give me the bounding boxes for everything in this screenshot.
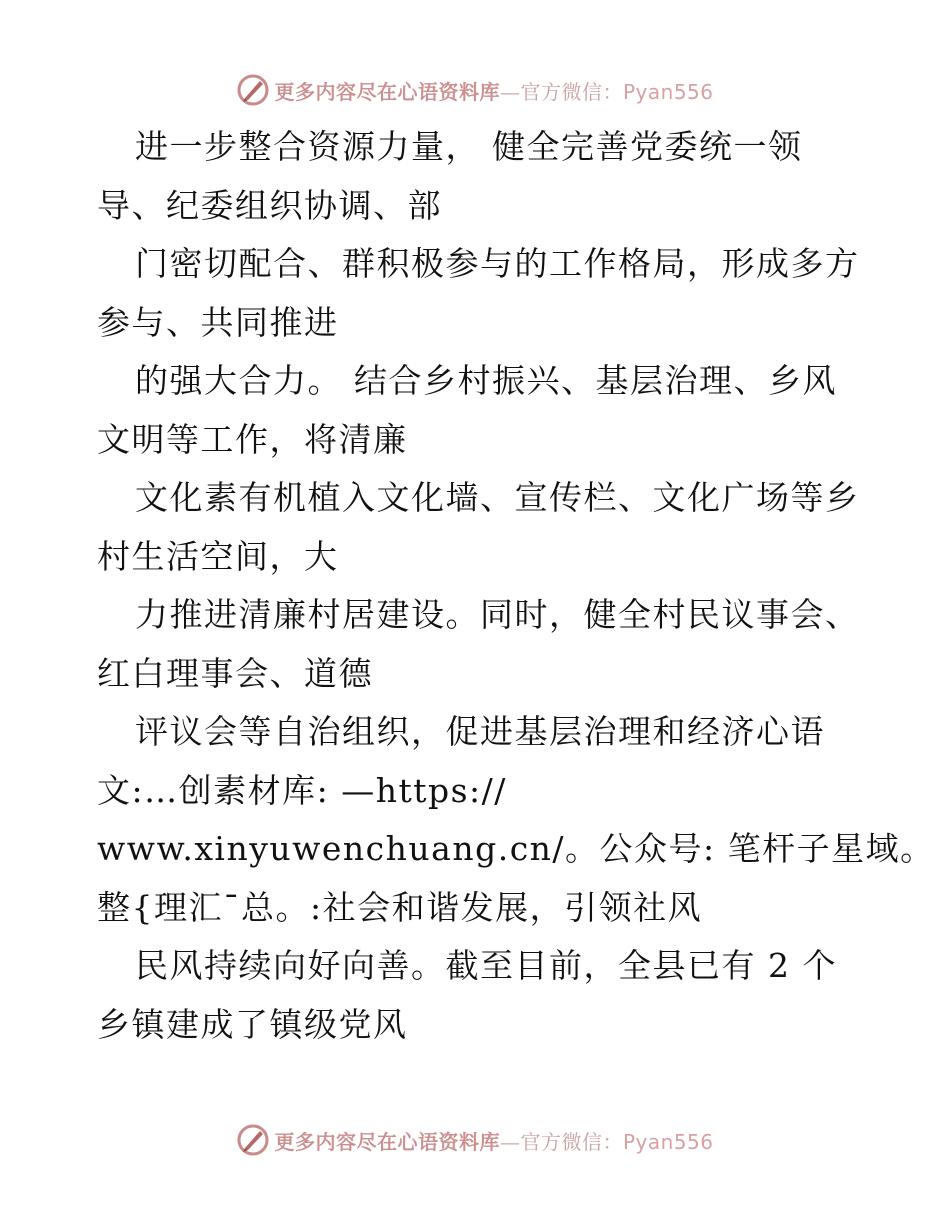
text-line: 进一步整合资源力量， 健全完善党委统一领 — [135, 127, 803, 166]
text-line: 文化素有机植入文化墙、宣传栏、文化广场等乡 — [135, 478, 860, 517]
text-line: 红白理事会、道德 — [97, 653, 373, 693]
header-wechat-id: Pyan556 — [622, 79, 714, 104]
text-line: www.xinyuwenchuang.cn/。公众号: 笔杆子星域。 — [97, 829, 935, 868]
quill-logo-icon — [236, 73, 270, 107]
footer-banner-text — [274, 1126, 713, 1155]
page-footer-banner — [0, 1120, 950, 1160]
header-contact-label: 官方微信： — [520, 79, 623, 104]
footer-separator: — — [499, 1129, 521, 1154]
text-line: 整{理汇¯总。:社会和谐发展，引领社风 — [97, 887, 703, 927]
text-line: 力推进清廉村居建设。同时，健全村民议事会、 — [135, 595, 860, 634]
header-banner-text — [274, 76, 713, 105]
quill-logo-icon — [236, 1123, 270, 1157]
text-line: 村生活空间，大 — [97, 536, 339, 576]
text-line: 门密切配合、群积极参与的工作格局，形成多方 — [135, 244, 860, 283]
footer-wechat-id: Pyan556 — [622, 1129, 714, 1154]
text-line: 乡镇建成了镇级党风 — [97, 1004, 408, 1044]
text-line: 文:…创素材库: —https:// — [97, 770, 507, 810]
text-line: 文明等工作，将清廉 — [97, 419, 408, 459]
header-brand: 更多内容尽在心语资料库 — [274, 79, 500, 104]
footer-contact-label: 官方微信： — [520, 1129, 623, 1154]
document-body — [97, 118, 935, 1054]
text-line: 导、纪委组织协调、部 — [97, 185, 442, 225]
page-header-banner — [0, 70, 950, 110]
text-line: 参与、共同推进 — [97, 302, 339, 342]
header-separator: — — [499, 79, 521, 104]
text-line: 民风持续向好向善。截至目前，全县已有 2 个 — [135, 946, 837, 985]
text-line: 评议会等自治组织，促进基层治理和经济心语 — [135, 712, 825, 751]
footer-brand: 更多内容尽在心语资料库 — [274, 1129, 500, 1154]
text-line: 的强大合力。 结合乡村振兴、基层治理、乡风 — [135, 361, 837, 400]
